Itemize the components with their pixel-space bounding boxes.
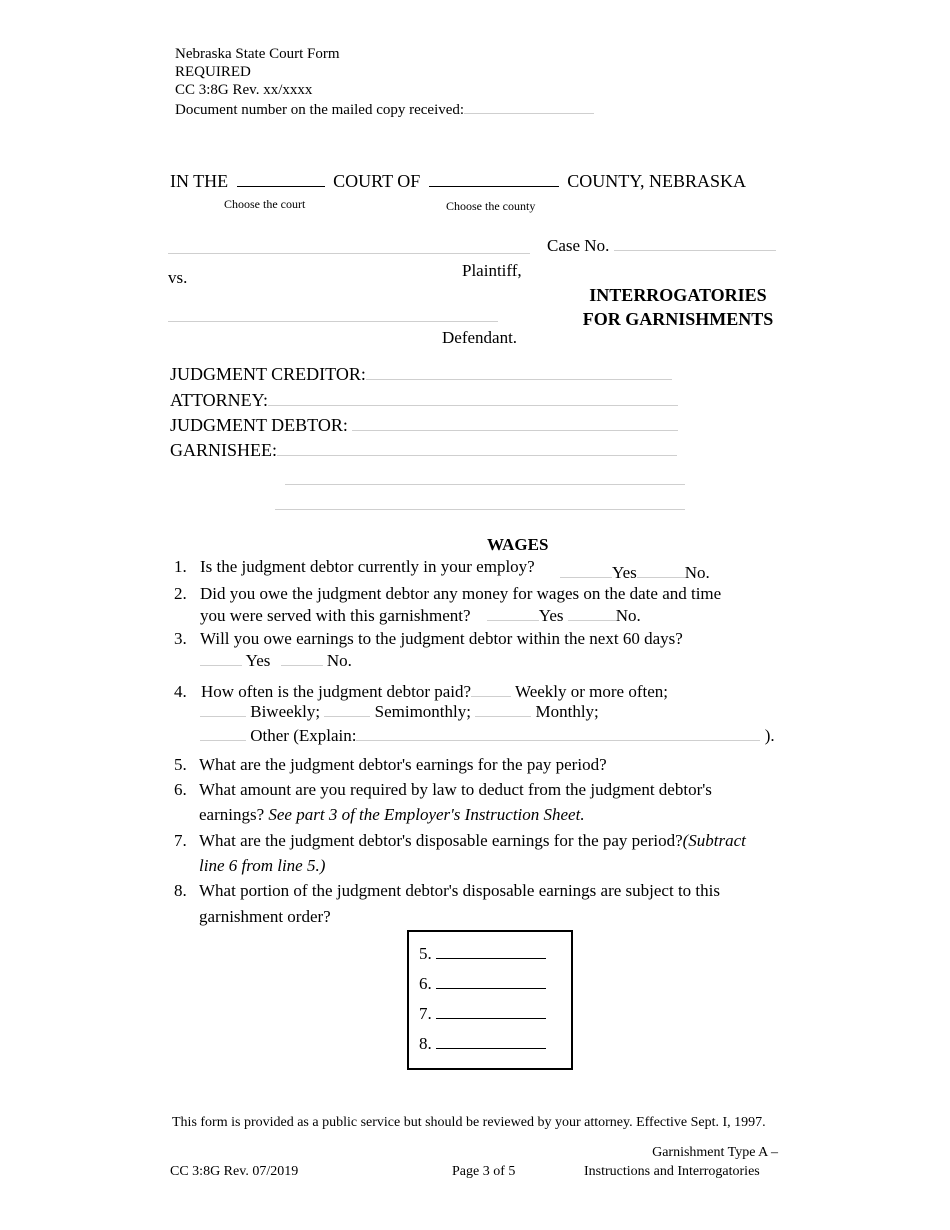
q4-number: 4.: [174, 682, 187, 701]
q8-text-line-2: garnishment order?: [199, 907, 331, 926]
q8-number: 8.: [174, 881, 187, 900]
q4-other-label: Other (Explain:: [250, 726, 357, 745]
answer-8-field[interactable]: [436, 1034, 546, 1049]
q2-number: 2.: [174, 584, 187, 603]
document-number-field[interactable]: [464, 99, 594, 114]
q4-weekly-label: Weekly or more often;: [515, 682, 669, 701]
attorney-row: [170, 390, 678, 411]
q4-biweekly-label: Biweekly;: [250, 702, 321, 721]
judgment-creditor-label: JUDGMENT CREDITOR:: [170, 364, 366, 384]
answer-8-label: 8.: [419, 1034, 432, 1053]
answer-6-field[interactable]: [436, 974, 546, 989]
q7-subtract-note: (Subtract: [682, 831, 746, 850]
wages-heading: WAGES: [487, 535, 549, 554]
q7-text-line-1-text: What are the judgment debtor's disposable earnings for the pay period?: [199, 831, 683, 850]
q8-text-line-1: What portion of the judgment debtor's disposable earnings are subject to this: [199, 881, 720, 900]
q2-yes-label: Yes: [538, 606, 564, 625]
footer-notice: This form is provided as a public service but should be reviewed by your attorney. Effective Sept. I, 1997.: [172, 1115, 766, 1130]
q6-text-line-2: [199, 805, 585, 825]
q1-yes-label: Yes: [612, 563, 637, 582]
document-number-label: [175, 99, 594, 119]
footer-form-id: CC 3:8G Rev. 07/2019: [170, 1164, 299, 1179]
case-no-text: Case No.: [547, 236, 610, 255]
q3-no-label: No.: [326, 651, 352, 670]
q6-instruction-reference: See part 3 of the Employer's Instruction Sheet.: [268, 805, 585, 824]
footer-type-line-1: Garnishment Type A –: [652, 1145, 778, 1160]
footer-type-line-2: Instructions and Interrogatories: [584, 1164, 760, 1179]
judgment-debtor-label: JUDGMENT DEBTOR:: [170, 415, 348, 435]
q3-text: Will you owe earnings to the judgment debtor within the next 60 days?: [200, 629, 683, 648]
q4-other-blank[interactable]: [200, 726, 246, 741]
attorney-field[interactable]: [268, 391, 678, 406]
court-of-label: COURT OF: [333, 171, 421, 191]
q2-text-line-1: Did you owe the judgment debtor any money for wages on the date and time: [200, 584, 722, 603]
footer-page-number: Page 3 of 5: [452, 1164, 516, 1179]
form-required-label: REQUIRED: [175, 64, 251, 80]
q6-text-line-1: What amount are you required by law to deduct from the judgment debtor's: [199, 780, 712, 799]
q4-monthly-label: Monthly;: [535, 702, 599, 721]
judgment-debtor-row: [170, 415, 678, 436]
choose-county-hint: Choose the county: [446, 199, 536, 213]
answer-row-5: [419, 944, 546, 964]
q7-number: 7.: [174, 831, 187, 850]
q4-semimonthly-label: Semimonthly;: [374, 702, 471, 721]
answer-row-6: [419, 974, 546, 994]
in-the-label: IN THE: [170, 171, 229, 191]
attorney-label: ATTORNEY:: [170, 390, 269, 410]
q4-other-explain-field[interactable]: [356, 726, 760, 741]
county-field[interactable]: [429, 172, 559, 187]
judgment-creditor-row: [170, 364, 672, 385]
answer-6-label: 6.: [419, 974, 432, 993]
q6-text-line-2-text: earnings?: [199, 805, 265, 824]
form-revision-label: CC 3:8G Rev. xx/xxxx: [175, 82, 313, 98]
q4-line-1: [201, 682, 668, 702]
title-line-1: INTERROGATORIES: [589, 285, 767, 305]
document-title: [574, 283, 782, 331]
q3-yes-blank[interactable]: [200, 651, 242, 666]
q7-text-line-1: [199, 831, 746, 851]
q2-no-blank[interactable]: [568, 606, 616, 621]
garnishee-row: [170, 440, 677, 461]
plaintiff-label: Plaintiff,: [462, 261, 522, 280]
q4-semimonthly-blank[interactable]: [324, 702, 370, 717]
q4-line-2: [200, 702, 599, 722]
answer-row-7: [419, 1004, 546, 1024]
court-caption: [170, 171, 746, 192]
defendant-label: Defendant.: [442, 328, 518, 347]
q4-text: How often is the judgment debtor paid?: [201, 682, 472, 701]
document-number-text: Document number on the mailed copy received:: [175, 102, 465, 118]
case-number-label: [547, 236, 776, 256]
answer-row-8: [419, 1034, 546, 1054]
choose-court-hint: Choose the court: [224, 197, 306, 211]
garnishee-address-line-1[interactable]: [285, 484, 685, 485]
q4-close-paren: ).: [764, 726, 775, 745]
q3-number: 3.: [174, 629, 187, 648]
q7-text-line-2: line 6 from line 5.): [199, 856, 326, 875]
answer-7-label: 7.: [419, 1004, 432, 1023]
county-nebraska-label: COUNTY, NEBRASKA: [567, 171, 746, 191]
judgment-creditor-field[interactable]: [366, 365, 672, 380]
q2-no-label: No.: [615, 606, 641, 625]
q2-text-line-2-text: you were served with this garnishment?: [200, 606, 471, 625]
title-line-2: FOR GARNISHMENTS: [582, 309, 774, 329]
q6-number: 6.: [174, 780, 187, 799]
garnishee-label: GARNISHEE:: [170, 440, 277, 460]
judgment-debtor-field[interactable]: [352, 416, 678, 431]
q4-biweekly-blank[interactable]: [200, 702, 246, 717]
case-number-field[interactable]: [614, 236, 776, 251]
q3-yes-label: Yes: [245, 651, 271, 670]
garnishee-field[interactable]: [277, 441, 677, 456]
q4-line-3: [200, 726, 775, 746]
answer-5-label: 5.: [419, 944, 432, 963]
answer-5-field[interactable]: [436, 944, 546, 959]
q3-answer: [200, 651, 352, 671]
q1-answer: [560, 563, 710, 583]
form-state-label: Nebraska State Court Form: [175, 46, 340, 62]
defendant-name-field[interactable]: [168, 321, 498, 322]
q1-yes-blank[interactable]: [560, 563, 612, 578]
q2-yes-blank[interactable]: [487, 606, 539, 621]
q1-no-blank[interactable]: [637, 563, 685, 578]
q3-no-blank[interactable]: [281, 651, 323, 666]
court-field[interactable]: [237, 172, 325, 187]
answer-box: [407, 930, 573, 1070]
versus-label: vs.: [168, 268, 188, 287]
answer-7-field[interactable]: [436, 1004, 546, 1019]
q4-weekly-blank[interactable]: [471, 682, 511, 697]
q1-text: Is the judgment debtor currently in your employ?: [200, 557, 535, 576]
q4-monthly-blank[interactable]: [475, 702, 531, 717]
q2-text-line-2: [200, 606, 641, 626]
garnishee-address-line-2[interactable]: [275, 509, 685, 510]
q1-number: 1.: [174, 557, 187, 576]
q1-no-label: No.: [684, 563, 710, 582]
plaintiff-name-field[interactable]: [168, 253, 530, 254]
q5-number: 5.: [174, 755, 187, 774]
q5-text: What are the judgment debtor's earnings for the pay period?: [199, 755, 607, 774]
